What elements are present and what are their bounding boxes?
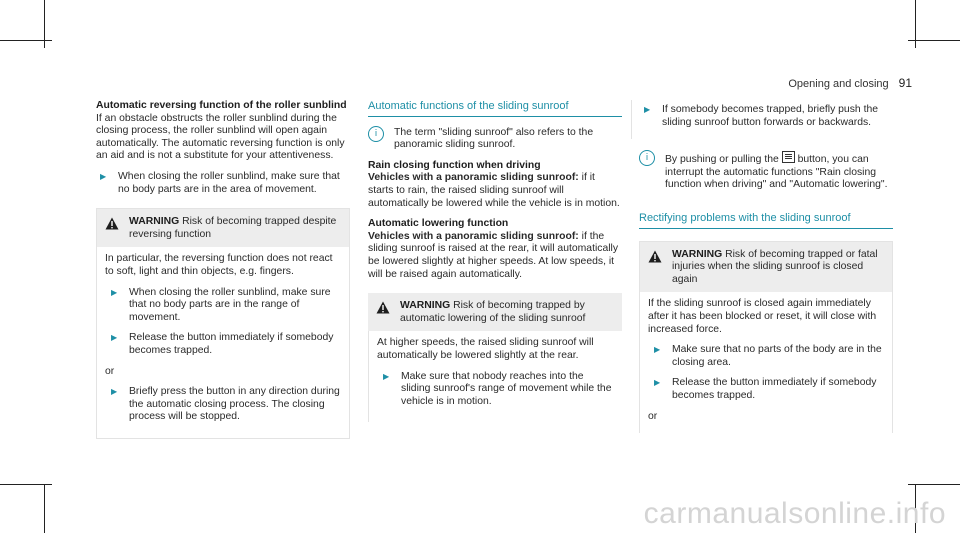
- column-2: [368, 100, 622, 422]
- column-3: [639, 100, 893, 433]
- instruction-step: ▶ If somebody becomes trapped, briefly push the sliding sunroof button forwards or backwards.: [640, 104, 893, 129]
- heading-rain-closing: Rain closing function when driving: [368, 159, 541, 171]
- warning-box: [368, 293, 622, 422]
- crop-mark: [44, 484, 45, 533]
- step-arrow-icon: ▶: [111, 387, 118, 397]
- warning-summary: Risk of becoming trapped by automatic lowering of the sliding sunroof: [400, 300, 586, 324]
- page-number: 91: [898, 76, 912, 90]
- or-separator: or: [648, 410, 658, 422]
- warning-title: WARNING: [129, 216, 180, 228]
- section-title: Opening and closing: [788, 78, 889, 90]
- column-1: [96, 100, 350, 439]
- warning-continuation: [631, 100, 893, 139]
- step-arrow-icon: ▶: [654, 378, 661, 388]
- warning-triangle-icon: [376, 301, 390, 325]
- warning-triangle-icon: [105, 217, 119, 241]
- instruction-step: ▶ When closing the roller sunblind, make sure that no body parts are in the area of movement.: [96, 171, 350, 196]
- info-note: i By pushing or pulling the button, you can interrupt the automatic functions "Rain closing function when driving" and "Automatic lowering".: [639, 151, 893, 192]
- instruction-step: ▶ Release the button immediately if somebody becomes trapped.: [105, 332, 341, 357]
- info-note: i The term "sliding sunroof" also refers to the panoramic sliding sunroof.: [368, 127, 622, 152]
- step-arrow-icon: ▶: [100, 171, 107, 181]
- crop-mark: [44, 0, 45, 48]
- instruction-step: ▶ Release the button immediately if somebody becomes trapped.: [648, 377, 884, 402]
- heading-reversing: Automatic reversing function of the roller sunblind: [96, 100, 347, 111]
- warning-summary: Risk of becoming trapped despite reversing function: [129, 216, 337, 240]
- sunroof-button-icon: [782, 151, 795, 163]
- step-arrow-icon: ▶: [644, 105, 651, 114]
- instruction-step: ▶ Make sure that no parts of the body are in the closing area.: [648, 344, 884, 369]
- lowering-paragraph: Vehicles with a panoramic sliding sunroof: if the sliding sunroof is raised at the rear, it will automatically be lowered slightly at higher speeds. At low speeds, it will be raised again automatically.: [368, 230, 619, 280]
- info-icon: i: [639, 150, 655, 166]
- step-arrow-icon: ▶: [383, 371, 390, 381]
- heading-auto-lowering: Automatic lowering function: [368, 218, 509, 230]
- section-heading-automatic-functions: Automatic functions of the sliding sunroof: [368, 100, 622, 117]
- warning-body: In particular, the reversing function does not react to soft, light and thin objects, e.g. fingers.: [105, 253, 333, 277]
- rain-paragraph: Vehicles with a panoramic sliding sunroof: if it starts to rain, the raised sliding sunroof will automatically be lowered while the vehicle is in motion.: [368, 172, 620, 209]
- step-arrow-icon: ▶: [111, 333, 118, 343]
- or-separator: or: [105, 365, 115, 377]
- warning-body: If the sliding sunroof is closed again immediately after it has been blocked or reset, it will close with increased force.: [648, 298, 877, 335]
- step-arrow-icon: ▶: [111, 287, 118, 297]
- warning-box: [96, 208, 350, 439]
- warning-body: At higher speeds, the raised sliding sunroof will automatically be lowered slightly at the rear.: [377, 337, 594, 361]
- watermark: carmanualsonline.info: [643, 497, 946, 530]
- warning-summary: Risk of becoming trapped or fatal injuries when the sliding sunroof is closed again: [672, 248, 878, 285]
- crop-mark: [915, 0, 916, 48]
- warning-box: [639, 241, 893, 434]
- instruction-step: ▶ When closing the roller sunblind, make sure that no body parts are in the range of movement.: [105, 287, 341, 325]
- instruction-step: ▶ Make sure that nobody reaches into the sliding sunroof's range of movement while the vehicle is in motion.: [377, 371, 614, 409]
- step-arrow-icon: ▶: [654, 345, 661, 355]
- section-heading-rectifying: Rectifying problems with the sliding sunroof: [639, 212, 893, 229]
- info-icon: i: [368, 126, 384, 142]
- warning-title: WARNING: [672, 248, 723, 260]
- warning-triangle-icon: [648, 250, 662, 287]
- page-header: [788, 76, 912, 90]
- instruction-step: ▶ Briefly press the button in any direction during the automatic closing process. The closing process will be stopped.: [105, 386, 341, 424]
- intro-paragraph: If an obstacle obstructs the roller sunblind during the closing process, the roller sunblind will open again automatically. The automatic reversing function is only an aid and is not a substitute for your attentiveness.: [96, 112, 345, 162]
- warning-title: WARNING: [400, 300, 451, 312]
